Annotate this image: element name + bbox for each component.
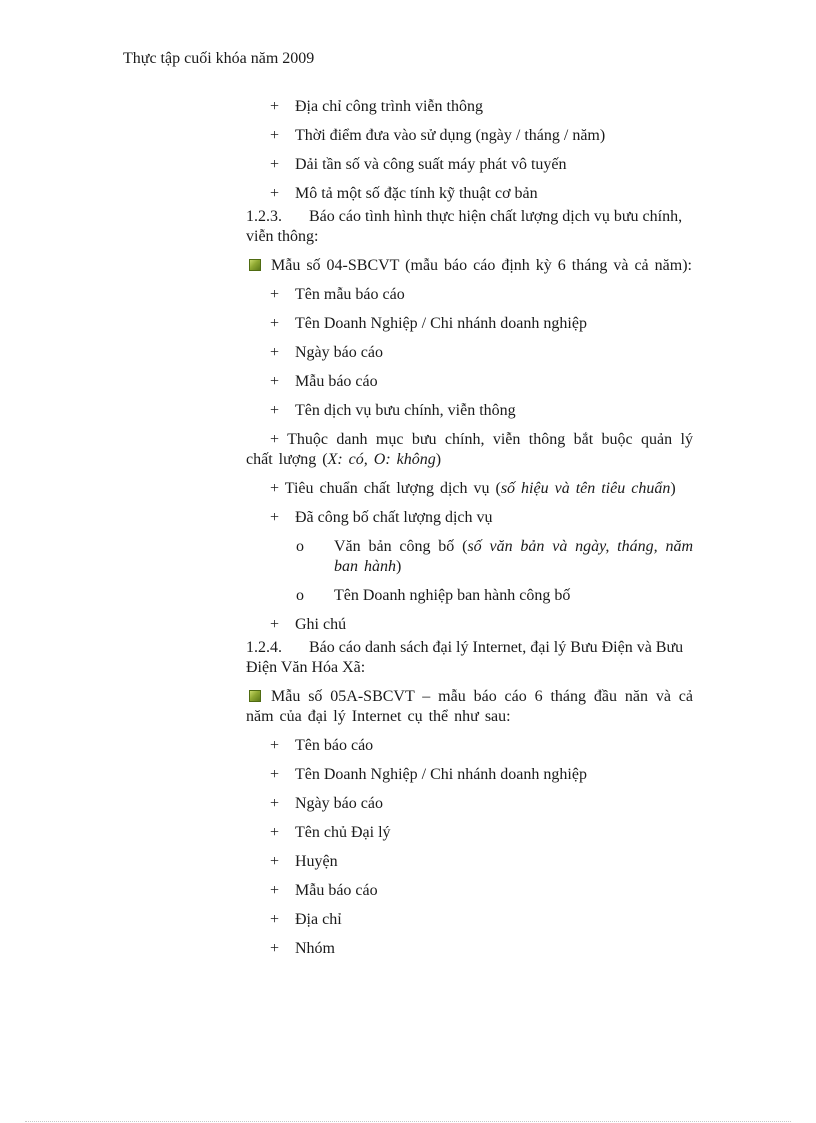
list-item: + Mẫu báo cáo [270, 882, 378, 899]
list-item: + Tên báo cáo [270, 737, 374, 754]
plus-bullet: + [270, 127, 280, 144]
list-item: + Ngày báo cáo [270, 344, 383, 361]
plus-bullet: + [270, 480, 280, 497]
plus-bullet: + [270, 882, 280, 899]
plus-bullet: + [270, 824, 280, 841]
green-square-bullet-icon [249, 690, 261, 702]
form-bullet-04: Mẫu số 04-SBCVT (mẫu báo cáo định kỳ 6 tháng và cả năm): [246, 256, 693, 276]
plus-bullet: + [270, 766, 280, 783]
list-item: + Tên Doanh Nghiệp / Chi nhánh doanh nghiệp [270, 315, 587, 332]
list-item: + Tên chủ Đại lý [270, 824, 391, 841]
circle-bullet: o [296, 587, 304, 604]
list-item: + Địa chỉ công trình viễn thông [270, 98, 483, 115]
section-heading-1-2-3 [246, 207, 693, 247]
plus-bullet: + [270, 373, 280, 390]
list-item: + Tên mẫu báo cáo [270, 286, 405, 303]
list-item: + Ghi chú [270, 616, 347, 633]
section-number: 1.2.3. [246, 208, 282, 225]
list-item: + Tiêu chuẩn chất lượng dịch vụ (số hiệu và tên tiêu chuẩn) [270, 480, 676, 497]
plus-bullet: + [270, 286, 280, 303]
list-item: + Huyện [270, 853, 338, 870]
list-item: + Mô tả một số đặc tính kỹ thuật cơ bản [270, 185, 538, 202]
sub-list-item: o Tên Doanh nghiệp ban hành công bố [296, 587, 571, 604]
plus-bullet: + [270, 431, 280, 448]
plus-bullet: + [270, 911, 280, 928]
list-item: + Thời điểm đưa vào sử dụng (ngày / tháng / năm) [270, 127, 606, 144]
plus-bullet: + [270, 853, 280, 870]
page-header: Thực tập cuối khóa năm 2009 [123, 50, 315, 67]
section-title: Báo cáo tình hình thực hiện chất lượng dịch vụ bưu chính, viễn thông: [246, 208, 683, 245]
list-item: + Tên dịch vụ bưu chính, viễn thông [270, 402, 516, 419]
list-item: + Dải tần số và công suất máy phát vô tuyến [270, 156, 567, 173]
plus-bullet: + [270, 156, 280, 173]
plus-bullet: + [270, 795, 280, 812]
plus-bullet: + [270, 98, 280, 115]
form-bullet-05a: Mẫu số 05A-SBCVT – mẫu báo cáo 6 tháng đầu năn và cả năm của đại lý Internet cụ thể như sau: [246, 688, 693, 725]
plus-bullet: + [270, 940, 280, 957]
plus-bullet: + [270, 344, 280, 361]
list-item: + Thuộc danh mục bưu chính, viễn thông bắt buộc quản lý chất lượng (X: có, O: không) [246, 431, 693, 468]
plus-bullet: + [270, 185, 280, 202]
plus-bullet: + [270, 402, 280, 419]
list-item: + Tên Doanh Nghiệp / Chi nhánh doanh nghiệp [270, 766, 587, 783]
green-square-bullet-icon [249, 259, 261, 271]
page-bottom-border [25, 1121, 791, 1122]
list-item: + Đã công bố chất lượng dịch vụ [270, 509, 493, 526]
section-number: 1.2.4. [246, 639, 282, 656]
sub-list-item: o Văn bản công bố (số văn bản và ngày, tháng, năm ban hành) [296, 538, 693, 575]
list-item: + Mẫu báo cáo [270, 373, 378, 390]
circle-bullet: o [296, 538, 304, 555]
list-item: + Nhóm [270, 940, 335, 957]
plus-bullet: + [270, 616, 280, 633]
section-title: Báo cáo danh sách đại lý Internet, đại lý Bưu Điện và Bưu Điện Văn Hóa Xã: [246, 639, 684, 676]
plus-bullet: + [270, 509, 280, 526]
plus-bullet: + [270, 315, 280, 332]
list-item: + Địa chỉ [270, 911, 342, 928]
document-body [246, 97, 693, 968]
list-item: + Ngày báo cáo [270, 795, 383, 812]
plus-bullet: + [270, 737, 280, 754]
section-heading-1-2-4 [246, 638, 693, 678]
